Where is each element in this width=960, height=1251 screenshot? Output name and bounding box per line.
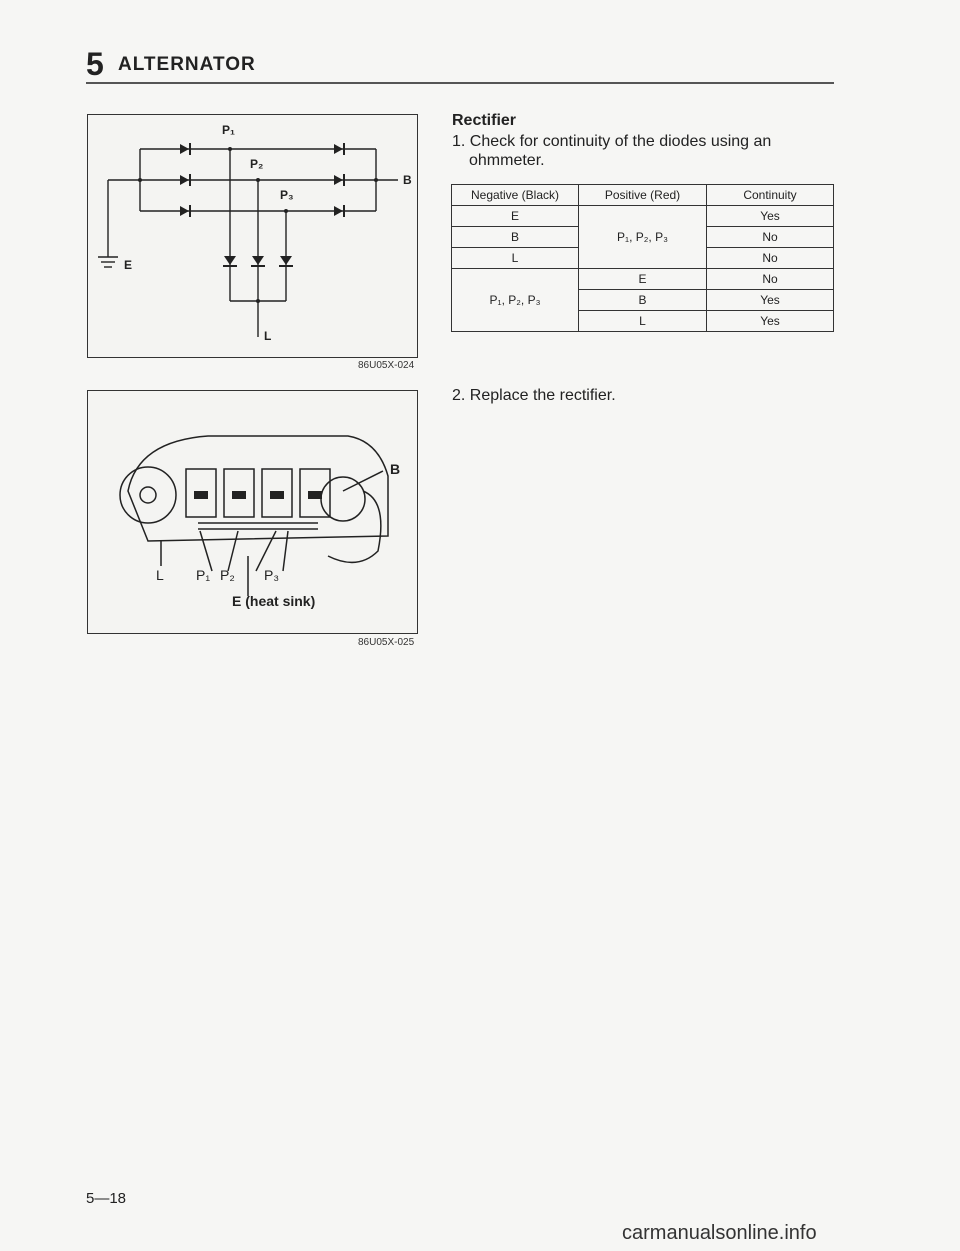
label-e: E — [124, 258, 133, 272]
cell-continuity: Yes — [707, 311, 834, 332]
cell-negative: P₁, P₂, P₃ — [452, 269, 579, 332]
header-positive: Positive (Red) — [579, 185, 707, 206]
step-2: 2. Replace the rectifier. — [452, 387, 616, 404]
cell-continuity: No — [707, 248, 834, 269]
cell-continuity: No — [707, 227, 834, 248]
figure2-code: 86U05X-025 — [358, 637, 415, 648]
step-1-rest: ohmmeter. — [469, 152, 545, 169]
cell-continuity: Yes — [707, 206, 834, 227]
label-heat-sink: E (heat sink) — [232, 593, 316, 609]
label-l-terminal: L — [156, 567, 164, 583]
label-p3-terminal: P₃ — [264, 567, 280, 583]
cell-positive: E — [579, 269, 707, 290]
rectifier-circuit-diagram — [88, 115, 417, 357]
section-title: ALTERNATOR — [118, 54, 256, 75]
rectifier-component-figure — [87, 390, 418, 634]
rectifier-circuit-figure — [87, 114, 418, 358]
header-negative: Negative (Black) — [452, 185, 579, 206]
step-1-lead: 1. Check for continuity of the diodes using an — [452, 133, 772, 150]
figure1-code: 86U05X-024 — [358, 360, 415, 371]
page-header — [86, 40, 836, 82]
rectifier-heading: Rectifier — [452, 112, 517, 129]
table-row — [452, 206, 834, 227]
step-1 — [452, 132, 836, 170]
label-p3: P₃ — [280, 188, 294, 202]
label-p2: P₂ — [250, 157, 264, 171]
watermark: carmanualsonline.info — [622, 1222, 817, 1244]
cell-continuity: Yes — [707, 290, 834, 311]
table-header-row — [452, 185, 834, 206]
label-p1-terminal: P₁ — [196, 567, 211, 583]
cell-negative: B — [452, 227, 579, 248]
label-b: B — [403, 173, 412, 187]
cell-continuity: No — [707, 269, 834, 290]
cell-positive: P₁, P₂, P₃ — [579, 206, 707, 269]
header-rule — [86, 82, 834, 84]
section-number: 5 — [86, 46, 104, 82]
label-b-terminal: B — [390, 461, 401, 477]
cell-negative: E — [452, 206, 579, 227]
label-p1: P₁ — [222, 123, 235, 137]
label-l: L — [264, 329, 272, 343]
label-p2-terminal: P₂ — [220, 567, 235, 583]
table-row — [452, 269, 834, 290]
cell-positive: B — [579, 290, 707, 311]
continuity-table — [451, 184, 834, 332]
page-number: 5—18 — [86, 1190, 127, 1207]
cell-negative: L — [452, 248, 579, 269]
header-continuity: Continuity — [707, 185, 834, 206]
cell-positive: L — [579, 311, 707, 332]
